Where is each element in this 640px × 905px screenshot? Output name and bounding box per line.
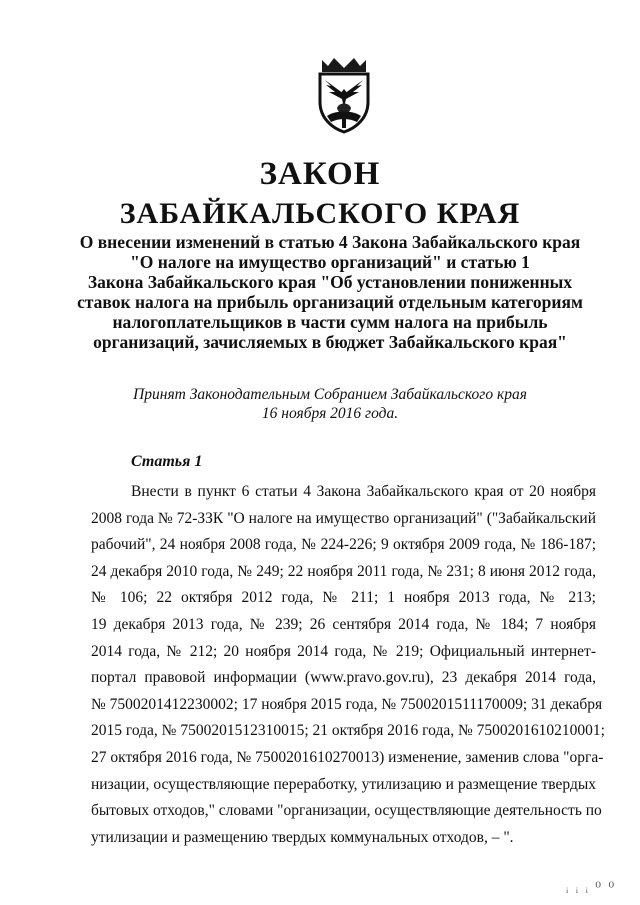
law-title: ЗАКОН [259, 156, 381, 192]
body-line: 27 октября 2016 года, № 7500201610270013) изменение, заменив слова "орга- [91, 748, 604, 766]
body-line: низации, осуществляющие переработку, утилизацию и размещение твердых [91, 775, 596, 793]
subtitle-line: организаций, зачисляемых в бюджет Забайкальского края" [93, 332, 567, 352]
body-line: утилизации и размещению твердых коммунальных отходов, – ". [91, 828, 514, 846]
law-region-title: ЗАБАЙКАЛЬСКОГО КРАЯ [119, 197, 521, 230]
body-line: 2008 года № 72-ЗЗК "О налоге на имущество организаций" ("Забайкальский [91, 509, 596, 527]
article-heading: Статья 1 [131, 453, 203, 470]
coat-of-arms-icon [313, 52, 375, 134]
body-line: 24 декабря 2010 года, № 249; 22 ноября 2011 года, № 231; 8 июня 2012 года, [91, 562, 596, 580]
body-line: 19 декабря 2013 года, № 239; 26 сентября 2014 года, № 184; 7 ноября [91, 615, 596, 633]
body-line: № 106; 22 октября 2012 года, № 211; 1 ноября 2013 года, № 213; [91, 589, 596, 607]
body-line: № 7500201412230002; 17 ноября 2015 года, № 7500201511170009; 31 декабря [91, 695, 603, 713]
adoption-line: Принят Законодательным Собранием Забайкальского края [133, 386, 527, 403]
subtitle-line: "О налоге на имущество организаций" и статью 1 [130, 252, 530, 272]
body-line: портал правовой информации (www.pravo.gov.ru), 23 декабря 2014 года, [91, 669, 596, 687]
adoption-date: 16 ноября 2016 года. [261, 405, 399, 422]
subtitle-line: О внесении изменений в статью 4 Закона Забайкальского края [79, 232, 581, 252]
body-line: 2014 года, № 212; 20 ноября 2014 года, № 219; Официальный интернет- [91, 642, 596, 660]
subtitle-line: налогоплательщиков в части сумм налога на прибыль [112, 312, 548, 332]
body-line: рабочий", 24 ноября 2008 года, № 224-226; 9 октября 2009 года, № 186-187; [91, 536, 596, 554]
corner-mark: ᵢ ᵢ ᵢ ⁰ ⁰ [566, 881, 617, 896]
subtitle-line: ставок налога на прибыль организаций отдельным категориям [77, 292, 583, 312]
body-line: 2015 года, № 7500201512310015; 21 октября 2016 года, № 7500201610210001; [91, 722, 605, 740]
adoption-note [60, 385, 600, 423]
body-line: бытовых отходов," словами "организации, осуществляющие деятельность по [91, 802, 602, 820]
body-line: Внести в пункт 6 статьи 4 Закона Забайкальского края от 20 ноября [131, 483, 596, 500]
article-body [91, 479, 605, 851]
subtitle-line: Закона Забайкальского края "Об установлении пониженных [87, 272, 573, 292]
law-subtitle [60, 232, 600, 352]
